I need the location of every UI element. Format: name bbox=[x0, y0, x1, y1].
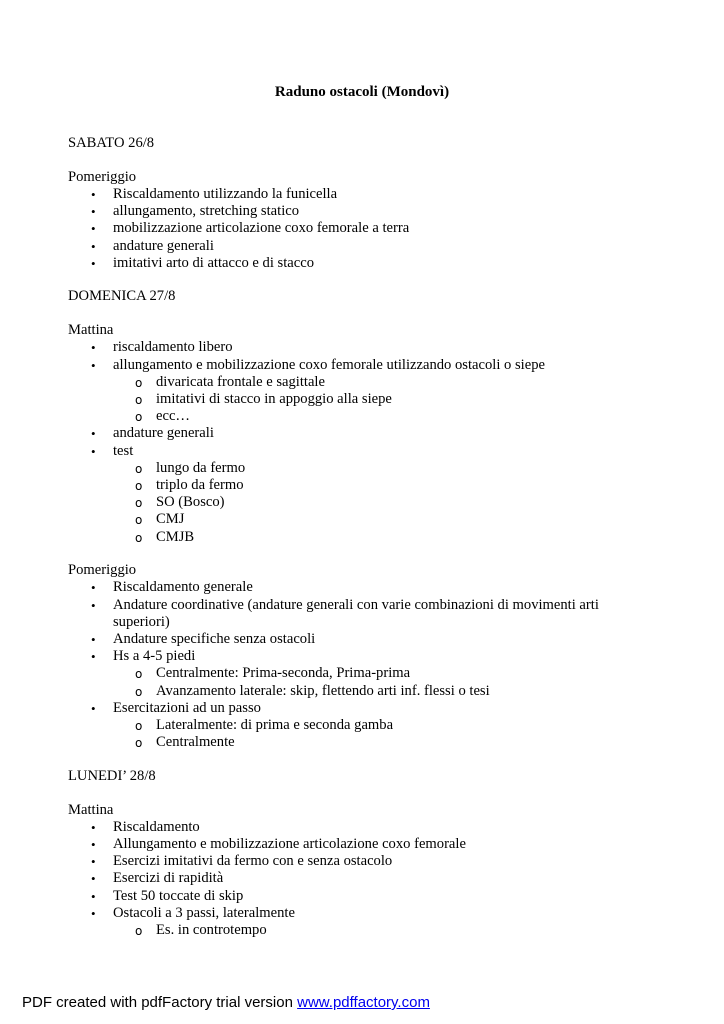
bullet-icon: • bbox=[91, 837, 96, 852]
sub-list-item: lungo da fermo bbox=[156, 459, 246, 476]
bullet-icon: • bbox=[91, 340, 96, 356]
session-label: Mattina bbox=[68, 801, 114, 818]
sub-list-item: SO (Bosco) bbox=[156, 494, 225, 511]
sub-list-item: CMJ bbox=[156, 511, 185, 528]
bullet-icon: • bbox=[91, 905, 96, 921]
bullet-icon: • bbox=[91, 357, 96, 373]
list-item: Allungamento e mobilizzazione articolazione coxo femorale bbox=[113, 836, 466, 852]
list-item: riscaldamento libero bbox=[113, 339, 233, 356]
list-item: Test 50 toccate di skip bbox=[113, 887, 244, 904]
list-item: Riscaldamento utilizzando la funicella bbox=[113, 185, 338, 202]
list-item: Riscaldamento generale bbox=[113, 579, 253, 596]
document-title: Raduno ostacoli (Mondovì) bbox=[274, 84, 450, 100]
circle-bullet-icon: o bbox=[135, 684, 143, 699]
circle-bullet-icon: o bbox=[135, 513, 143, 528]
sub-list-item: Es. in controtempo bbox=[156, 922, 267, 938]
pdf-footer bbox=[22, 994, 430, 1011]
sub-list-item: CMJB bbox=[156, 528, 195, 545]
circle-bullet-icon: o bbox=[135, 410, 143, 425]
bullet-icon: • bbox=[91, 186, 96, 202]
circle-bullet-icon: o bbox=[135, 496, 143, 511]
sub-list-item: Avanzamento laterale: skip, flettendo arti inf. flessi o tesi bbox=[156, 682, 490, 699]
bullet-icon: • bbox=[91, 580, 96, 596]
sub-list-item: divaricata frontale e sagittale bbox=[156, 373, 325, 390]
day-heading: LUNEDI’ 28/8 bbox=[68, 767, 156, 784]
list-item: test bbox=[113, 442, 134, 459]
list-item: Esercizi imitativi da fermo con e senza ostacolo bbox=[113, 853, 393, 870]
bullet-icon: • bbox=[91, 888, 96, 904]
circle-bullet-icon: o bbox=[135, 719, 143, 733]
bullet-icon: • bbox=[91, 238, 96, 254]
footer-link[interactable]: www.pdffactory.com bbox=[297, 994, 430, 1011]
bullet-icon: • bbox=[91, 426, 96, 442]
list-item: andature generali bbox=[113, 237, 214, 254]
sub-list-item: Centralmente: Prima-seconda, Prima-prima bbox=[156, 665, 411, 682]
sub-list-item: Lateralmente: di prima e seconda gamba bbox=[156, 717, 394, 733]
bullet-icon: • bbox=[91, 632, 96, 647]
circle-bullet-icon: o bbox=[135, 375, 143, 390]
circle-bullet-icon: o bbox=[135, 530, 143, 545]
circle-bullet-icon: o bbox=[135, 392, 143, 407]
day-heading: SABATO 26/8 bbox=[68, 135, 155, 151]
list-item: Andature specifiche senza ostacoli bbox=[113, 631, 316, 647]
bullet-icon: • bbox=[91, 443, 96, 459]
list-item: allungamento, stretching statico bbox=[113, 203, 300, 220]
list-item: Esercitazioni ad un passo bbox=[113, 699, 261, 716]
circle-bullet-icon: o bbox=[135, 736, 143, 751]
bullet-icon: • bbox=[91, 221, 96, 237]
sub-list-item: ecc… bbox=[156, 408, 191, 425]
list-item: Andature coordinative (andature generali con varie combinazioni di movimenti arti bbox=[113, 596, 599, 613]
bullet-icon: • bbox=[91, 871, 96, 887]
circle-bullet-icon: o bbox=[135, 478, 143, 493]
list-item: Hs a 4-5 piedi bbox=[113, 648, 196, 665]
sub-list-item: triplo da fermo bbox=[156, 476, 244, 493]
session-label: Pomeriggio bbox=[68, 168, 137, 185]
bullet-icon: • bbox=[91, 597, 96, 613]
list-item: Esercizi di rapidità bbox=[113, 870, 224, 887]
bullet-icon: • bbox=[91, 819, 96, 835]
bullet-icon: • bbox=[91, 700, 96, 716]
bullet-icon: • bbox=[91, 854, 96, 870]
sub-list-item: imitativi di stacco in appoggio alla siepe bbox=[156, 390, 392, 407]
session-label: Pomeriggio bbox=[68, 562, 137, 579]
footer-text: PDF created with pdfFactory trial version bbox=[22, 994, 298, 1011]
circle-bullet-icon: o bbox=[135, 924, 143, 938]
list-item: Ostacoli a 3 passi, lateralmente bbox=[113, 904, 295, 921]
session-label: Mattina bbox=[68, 322, 114, 339]
circle-bullet-icon: o bbox=[135, 667, 143, 682]
bullet-icon: • bbox=[91, 649, 96, 665]
circle-bullet-icon: o bbox=[135, 461, 143, 476]
list-item: allungamento e mobilizzazione coxo femorale utilizzando ostacoli o siepe bbox=[113, 356, 545, 373]
list-item: Riscaldamento bbox=[113, 818, 200, 835]
bullet-icon: • bbox=[91, 204, 96, 220]
list-item-continuation: superiori) bbox=[113, 613, 170, 630]
list-item: mobilizzazione articolazione coxo femorale a terra bbox=[113, 220, 410, 237]
sub-list-item: Centralmente bbox=[156, 734, 235, 751]
list-item: andature generali bbox=[113, 425, 214, 442]
list-item: imitativi arto di attacco e di stacco bbox=[113, 254, 314, 271]
day-heading: DOMENICA 27/8 bbox=[68, 288, 176, 305]
bullet-icon: • bbox=[91, 255, 96, 271]
